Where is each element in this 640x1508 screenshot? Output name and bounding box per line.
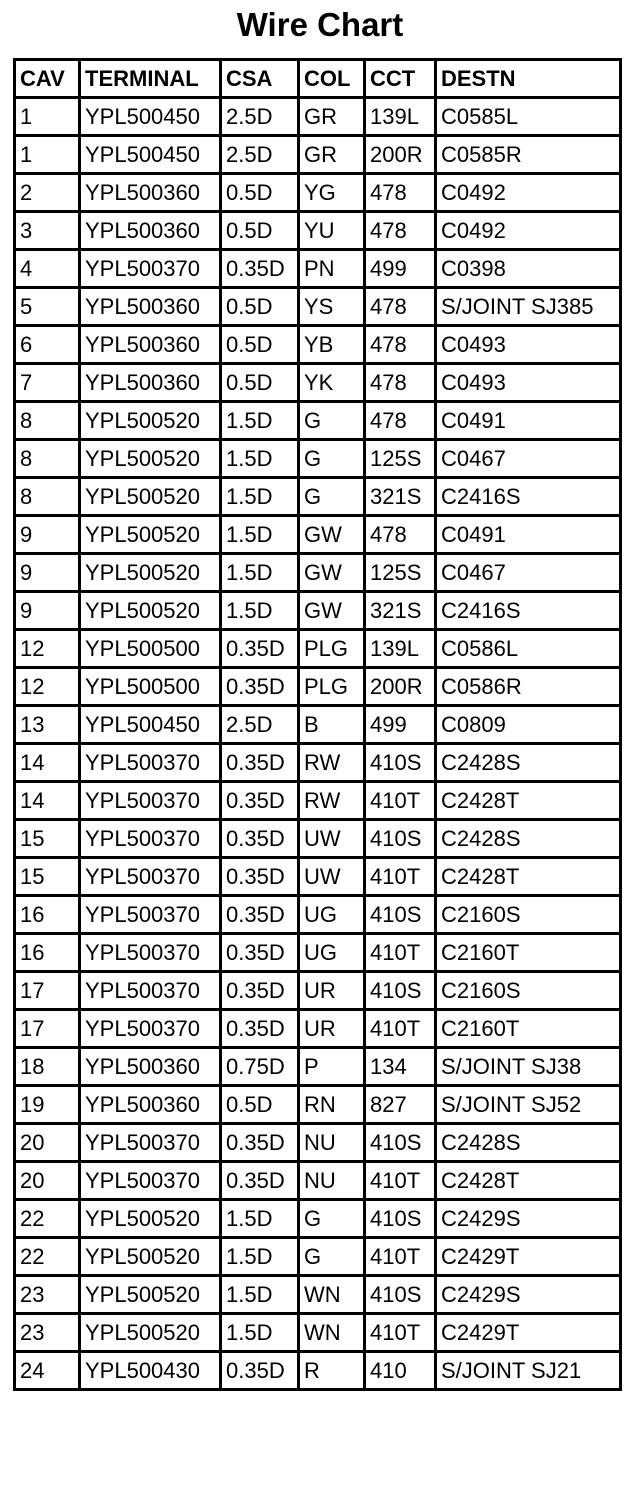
destn-cell: C2429T (436, 1238, 621, 1276)
col-cell: G (299, 1238, 365, 1276)
csa-cell: 0.5D (221, 326, 299, 364)
table-row (15, 326, 621, 364)
csa-cell: 0.5D (221, 212, 299, 250)
cct-cell: 410S (365, 820, 436, 858)
cct-cell: 478 (365, 174, 436, 212)
terminal-cell: YPL500370 (80, 782, 221, 820)
cct-cell: 200R (365, 668, 436, 706)
table-row (15, 174, 621, 212)
table-row (15, 1352, 621, 1390)
col-cell: YK (299, 364, 365, 402)
cct-cell: 125S (365, 440, 436, 478)
destn-cell: C2429S (436, 1276, 621, 1314)
terminal-cell: YPL500370 (80, 858, 221, 896)
destn-cell: C2428S (436, 744, 621, 782)
cav-cell: 12 (15, 630, 80, 668)
terminal-cell: YPL500370 (80, 1010, 221, 1048)
destn-cell: C0491 (436, 402, 621, 440)
cav-cell: 23 (15, 1314, 80, 1352)
terminal-cell: YPL500520 (80, 592, 221, 630)
cct-cell: 410 (365, 1352, 436, 1390)
table-row (15, 1048, 621, 1086)
table-row (15, 630, 621, 668)
terminal-cell: YPL500450 (80, 706, 221, 744)
csa-cell: 0.35D (221, 1124, 299, 1162)
destn-cell: C0586L (436, 630, 621, 668)
destn-cell: C0585L (436, 98, 621, 136)
col-cell: GW (299, 554, 365, 592)
header-destn: DESTN (436, 60, 621, 98)
csa-cell: 0.35D (221, 668, 299, 706)
cct-cell: 499 (365, 706, 436, 744)
terminal-cell: YPL500360 (80, 212, 221, 250)
cav-cell: 22 (15, 1238, 80, 1276)
cct-cell: 410T (365, 1010, 436, 1048)
cav-cell: 24 (15, 1352, 80, 1390)
col-cell: PLG (299, 630, 365, 668)
destn-cell: C2416S (436, 592, 621, 630)
csa-cell: 1.5D (221, 1238, 299, 1276)
col-cell: B (299, 706, 365, 744)
table-row (15, 288, 621, 326)
cav-cell: 12 (15, 668, 80, 706)
terminal-cell: YPL500430 (80, 1352, 221, 1390)
col-cell: PN (299, 250, 365, 288)
csa-cell: 1.5D (221, 440, 299, 478)
csa-cell: 1.5D (221, 1276, 299, 1314)
terminal-cell: YPL500370 (80, 250, 221, 288)
col-cell: GR (299, 98, 365, 136)
col-cell: PLG (299, 668, 365, 706)
cct-cell: 478 (365, 212, 436, 250)
terminal-cell: YPL500360 (80, 364, 221, 402)
cav-cell: 5 (15, 288, 80, 326)
terminal-cell: YPL500520 (80, 1200, 221, 1238)
col-cell: GW (299, 592, 365, 630)
cav-cell: 18 (15, 1048, 80, 1086)
cct-cell: 134 (365, 1048, 436, 1086)
table-row (15, 744, 621, 782)
cav-cell: 9 (15, 516, 80, 554)
col-cell: RW (299, 782, 365, 820)
csa-cell: 1.5D (221, 1314, 299, 1352)
cav-cell: 8 (15, 402, 80, 440)
terminal-cell: YPL500360 (80, 288, 221, 326)
header-cav: CAV (15, 60, 80, 98)
table-row (15, 1010, 621, 1048)
csa-cell: 0.35D (221, 972, 299, 1010)
destn-cell: C2160T (436, 934, 621, 972)
destn-cell: C0493 (436, 364, 621, 402)
csa-cell: 0.35D (221, 896, 299, 934)
csa-cell: 0.5D (221, 288, 299, 326)
terminal-cell: YPL500500 (80, 630, 221, 668)
csa-cell: 1.5D (221, 478, 299, 516)
cct-cell: 478 (365, 288, 436, 326)
table-row (15, 1238, 621, 1276)
cct-cell: 139L (365, 630, 436, 668)
table-row (15, 136, 621, 174)
destn-cell: C2160S (436, 972, 621, 1010)
col-cell: RW (299, 744, 365, 782)
table-row (15, 554, 621, 592)
cct-cell: 139L (365, 98, 436, 136)
terminal-cell: YPL500520 (80, 478, 221, 516)
cav-cell: 9 (15, 592, 80, 630)
table-body (15, 98, 621, 1390)
terminal-cell: YPL500370 (80, 744, 221, 782)
cct-cell: 410S (365, 744, 436, 782)
cav-cell: 8 (15, 440, 80, 478)
csa-cell: 1.5D (221, 1200, 299, 1238)
destn-cell: C0586R (436, 668, 621, 706)
table-row (15, 972, 621, 1010)
csa-cell: 1.5D (221, 554, 299, 592)
csa-cell: 0.35D (221, 1352, 299, 1390)
csa-cell: 0.35D (221, 1010, 299, 1048)
csa-cell: 0.35D (221, 820, 299, 858)
destn-cell: S/JOINT SJ21 (436, 1352, 621, 1390)
destn-cell: C0467 (436, 554, 621, 592)
destn-cell: C0492 (436, 174, 621, 212)
cct-cell: 410T (365, 934, 436, 972)
col-cell: WN (299, 1314, 365, 1352)
terminal-cell: YPL500370 (80, 1124, 221, 1162)
col-cell: NU (299, 1124, 365, 1162)
wire-chart-table (13, 58, 622, 1391)
cct-cell: 410T (365, 1162, 436, 1200)
terminal-cell: YPL500370 (80, 972, 221, 1010)
header-row (15, 60, 621, 98)
cct-cell: 478 (365, 326, 436, 364)
csa-cell: 0.35D (221, 858, 299, 896)
table-row (15, 1276, 621, 1314)
terminal-cell: YPL500370 (80, 934, 221, 972)
table-row (15, 1162, 621, 1200)
csa-cell: 0.35D (221, 250, 299, 288)
terminal-cell: YPL500360 (80, 326, 221, 364)
destn-cell: C2160T (436, 1010, 621, 1048)
table-row (15, 1200, 621, 1238)
cav-cell: 4 (15, 250, 80, 288)
col-cell: G (299, 478, 365, 516)
csa-cell: 0.35D (221, 630, 299, 668)
table-row (15, 1124, 621, 1162)
cct-cell: 125S (365, 554, 436, 592)
col-cell: GR (299, 136, 365, 174)
cct-cell: 410T (365, 1314, 436, 1352)
cav-cell: 3 (15, 212, 80, 250)
csa-cell: 0.35D (221, 934, 299, 972)
table-header (15, 60, 621, 98)
col-cell: G (299, 1200, 365, 1238)
cav-cell: 14 (15, 782, 80, 820)
cav-cell: 7 (15, 364, 80, 402)
table-row (15, 706, 621, 744)
col-cell: UR (299, 972, 365, 1010)
cct-cell: 499 (365, 250, 436, 288)
table-row (15, 98, 621, 136)
terminal-cell: YPL500520 (80, 1276, 221, 1314)
csa-cell: 0.35D (221, 782, 299, 820)
header-col: COL (299, 60, 365, 98)
cav-cell: 6 (15, 326, 80, 364)
destn-cell: C0493 (436, 326, 621, 364)
col-cell: R (299, 1352, 365, 1390)
csa-cell: 0.5D (221, 364, 299, 402)
header-cct: CCT (365, 60, 436, 98)
cct-cell: 410S (365, 1124, 436, 1162)
table-row (15, 402, 621, 440)
table-row (15, 896, 621, 934)
destn-cell: S/JOINT SJ385 (436, 288, 621, 326)
cav-cell: 20 (15, 1162, 80, 1200)
destn-cell: C2429T (436, 1314, 621, 1352)
table-row (15, 440, 621, 478)
destn-cell: C2428S (436, 1124, 621, 1162)
cav-cell: 1 (15, 136, 80, 174)
table-row (15, 478, 621, 516)
cav-cell: 17 (15, 1010, 80, 1048)
terminal-cell: YPL500520 (80, 554, 221, 592)
table-row (15, 1314, 621, 1352)
terminal-cell: YPL500450 (80, 98, 221, 136)
destn-cell: C0467 (436, 440, 621, 478)
cav-cell: 16 (15, 896, 80, 934)
col-cell: YU (299, 212, 365, 250)
csa-cell: 0.5D (221, 174, 299, 212)
table-row (15, 934, 621, 972)
terminal-cell: YPL500450 (80, 136, 221, 174)
cct-cell: 410S (365, 972, 436, 1010)
destn-cell: S/JOINT SJ38 (436, 1048, 621, 1086)
col-cell: G (299, 402, 365, 440)
destn-cell: C0492 (436, 212, 621, 250)
table-row (15, 1086, 621, 1124)
cct-cell: 410S (365, 1200, 436, 1238)
cav-cell: 14 (15, 744, 80, 782)
cct-cell: 410T (365, 858, 436, 896)
cav-cell: 22 (15, 1200, 80, 1238)
terminal-cell: YPL500360 (80, 1048, 221, 1086)
cct-cell: 321S (365, 478, 436, 516)
cav-cell: 15 (15, 858, 80, 896)
cct-cell: 478 (365, 402, 436, 440)
header-csa: CSA (221, 60, 299, 98)
table-row (15, 250, 621, 288)
destn-cell: C2428T (436, 782, 621, 820)
cav-cell: 1 (15, 98, 80, 136)
destn-cell: C0809 (436, 706, 621, 744)
terminal-cell: YPL500370 (80, 1162, 221, 1200)
csa-cell: 0.75D (221, 1048, 299, 1086)
terminal-cell: YPL500360 (80, 1086, 221, 1124)
table-row (15, 820, 621, 858)
terminal-cell: YPL500520 (80, 440, 221, 478)
terminal-cell: YPL500370 (80, 896, 221, 934)
terminal-cell: YPL500520 (80, 1238, 221, 1276)
csa-cell: 1.5D (221, 516, 299, 554)
cav-cell: 2 (15, 174, 80, 212)
page-title: Wire Chart (236, 6, 404, 43)
destn-cell: C0491 (436, 516, 621, 554)
col-cell: UW (299, 858, 365, 896)
col-cell: G (299, 440, 365, 478)
table-row (15, 858, 621, 896)
terminal-cell: YPL500360 (80, 174, 221, 212)
csa-cell: 0.5D (221, 1086, 299, 1124)
col-cell: YS (299, 288, 365, 326)
terminal-cell: YPL500520 (80, 1314, 221, 1352)
cav-cell: 19 (15, 1086, 80, 1124)
cct-cell: 478 (365, 364, 436, 402)
col-cell: YB (299, 326, 365, 364)
table-row (15, 364, 621, 402)
col-cell: RN (299, 1086, 365, 1124)
cav-cell: 9 (15, 554, 80, 592)
destn-cell: C0585R (436, 136, 621, 174)
destn-cell: C2428T (436, 858, 621, 896)
col-cell: UG (299, 896, 365, 934)
terminal-cell: YPL500370 (80, 820, 221, 858)
cav-cell: 17 (15, 972, 80, 1010)
csa-cell: 0.35D (221, 744, 299, 782)
destn-cell: S/JOINT SJ52 (436, 1086, 621, 1124)
cav-cell: 15 (15, 820, 80, 858)
col-cell: UR (299, 1010, 365, 1048)
cct-cell: 827 (365, 1086, 436, 1124)
col-cell: UG (299, 934, 365, 972)
table-row (15, 668, 621, 706)
cav-cell: 13 (15, 706, 80, 744)
cct-cell: 321S (365, 592, 436, 630)
destn-cell: C2160S (436, 896, 621, 934)
cct-cell: 478 (365, 516, 436, 554)
table-row (15, 212, 621, 250)
table-row (15, 592, 621, 630)
col-cell: NU (299, 1162, 365, 1200)
col-cell: YG (299, 174, 365, 212)
col-cell: UW (299, 820, 365, 858)
cav-cell: 16 (15, 934, 80, 972)
csa-cell: 1.5D (221, 592, 299, 630)
cct-cell: 410S (365, 1276, 436, 1314)
cct-cell: 410T (365, 782, 436, 820)
destn-cell: C2429S (436, 1200, 621, 1238)
csa-cell: 0.35D (221, 1162, 299, 1200)
csa-cell: 2.5D (221, 706, 299, 744)
cav-cell: 8 (15, 478, 80, 516)
table-row (15, 516, 621, 554)
cav-cell: 23 (15, 1276, 80, 1314)
csa-cell: 1.5D (221, 402, 299, 440)
cct-cell: 200R (365, 136, 436, 174)
csa-cell: 2.5D (221, 136, 299, 174)
cav-cell: 20 (15, 1124, 80, 1162)
cct-cell: 410T (365, 1238, 436, 1276)
col-cell: WN (299, 1276, 365, 1314)
header-terminal: TERMINAL (80, 60, 221, 98)
terminal-cell: YPL500520 (80, 402, 221, 440)
table-row (15, 782, 621, 820)
destn-cell: C2428T (436, 1162, 621, 1200)
csa-cell: 2.5D (221, 98, 299, 136)
destn-cell: C0398 (436, 250, 621, 288)
destn-cell: C2428S (436, 820, 621, 858)
col-cell: GW (299, 516, 365, 554)
destn-cell: C2416S (436, 478, 621, 516)
terminal-cell: YPL500520 (80, 516, 221, 554)
col-cell: P (299, 1048, 365, 1086)
terminal-cell: YPL500500 (80, 668, 221, 706)
cct-cell: 410S (365, 896, 436, 934)
